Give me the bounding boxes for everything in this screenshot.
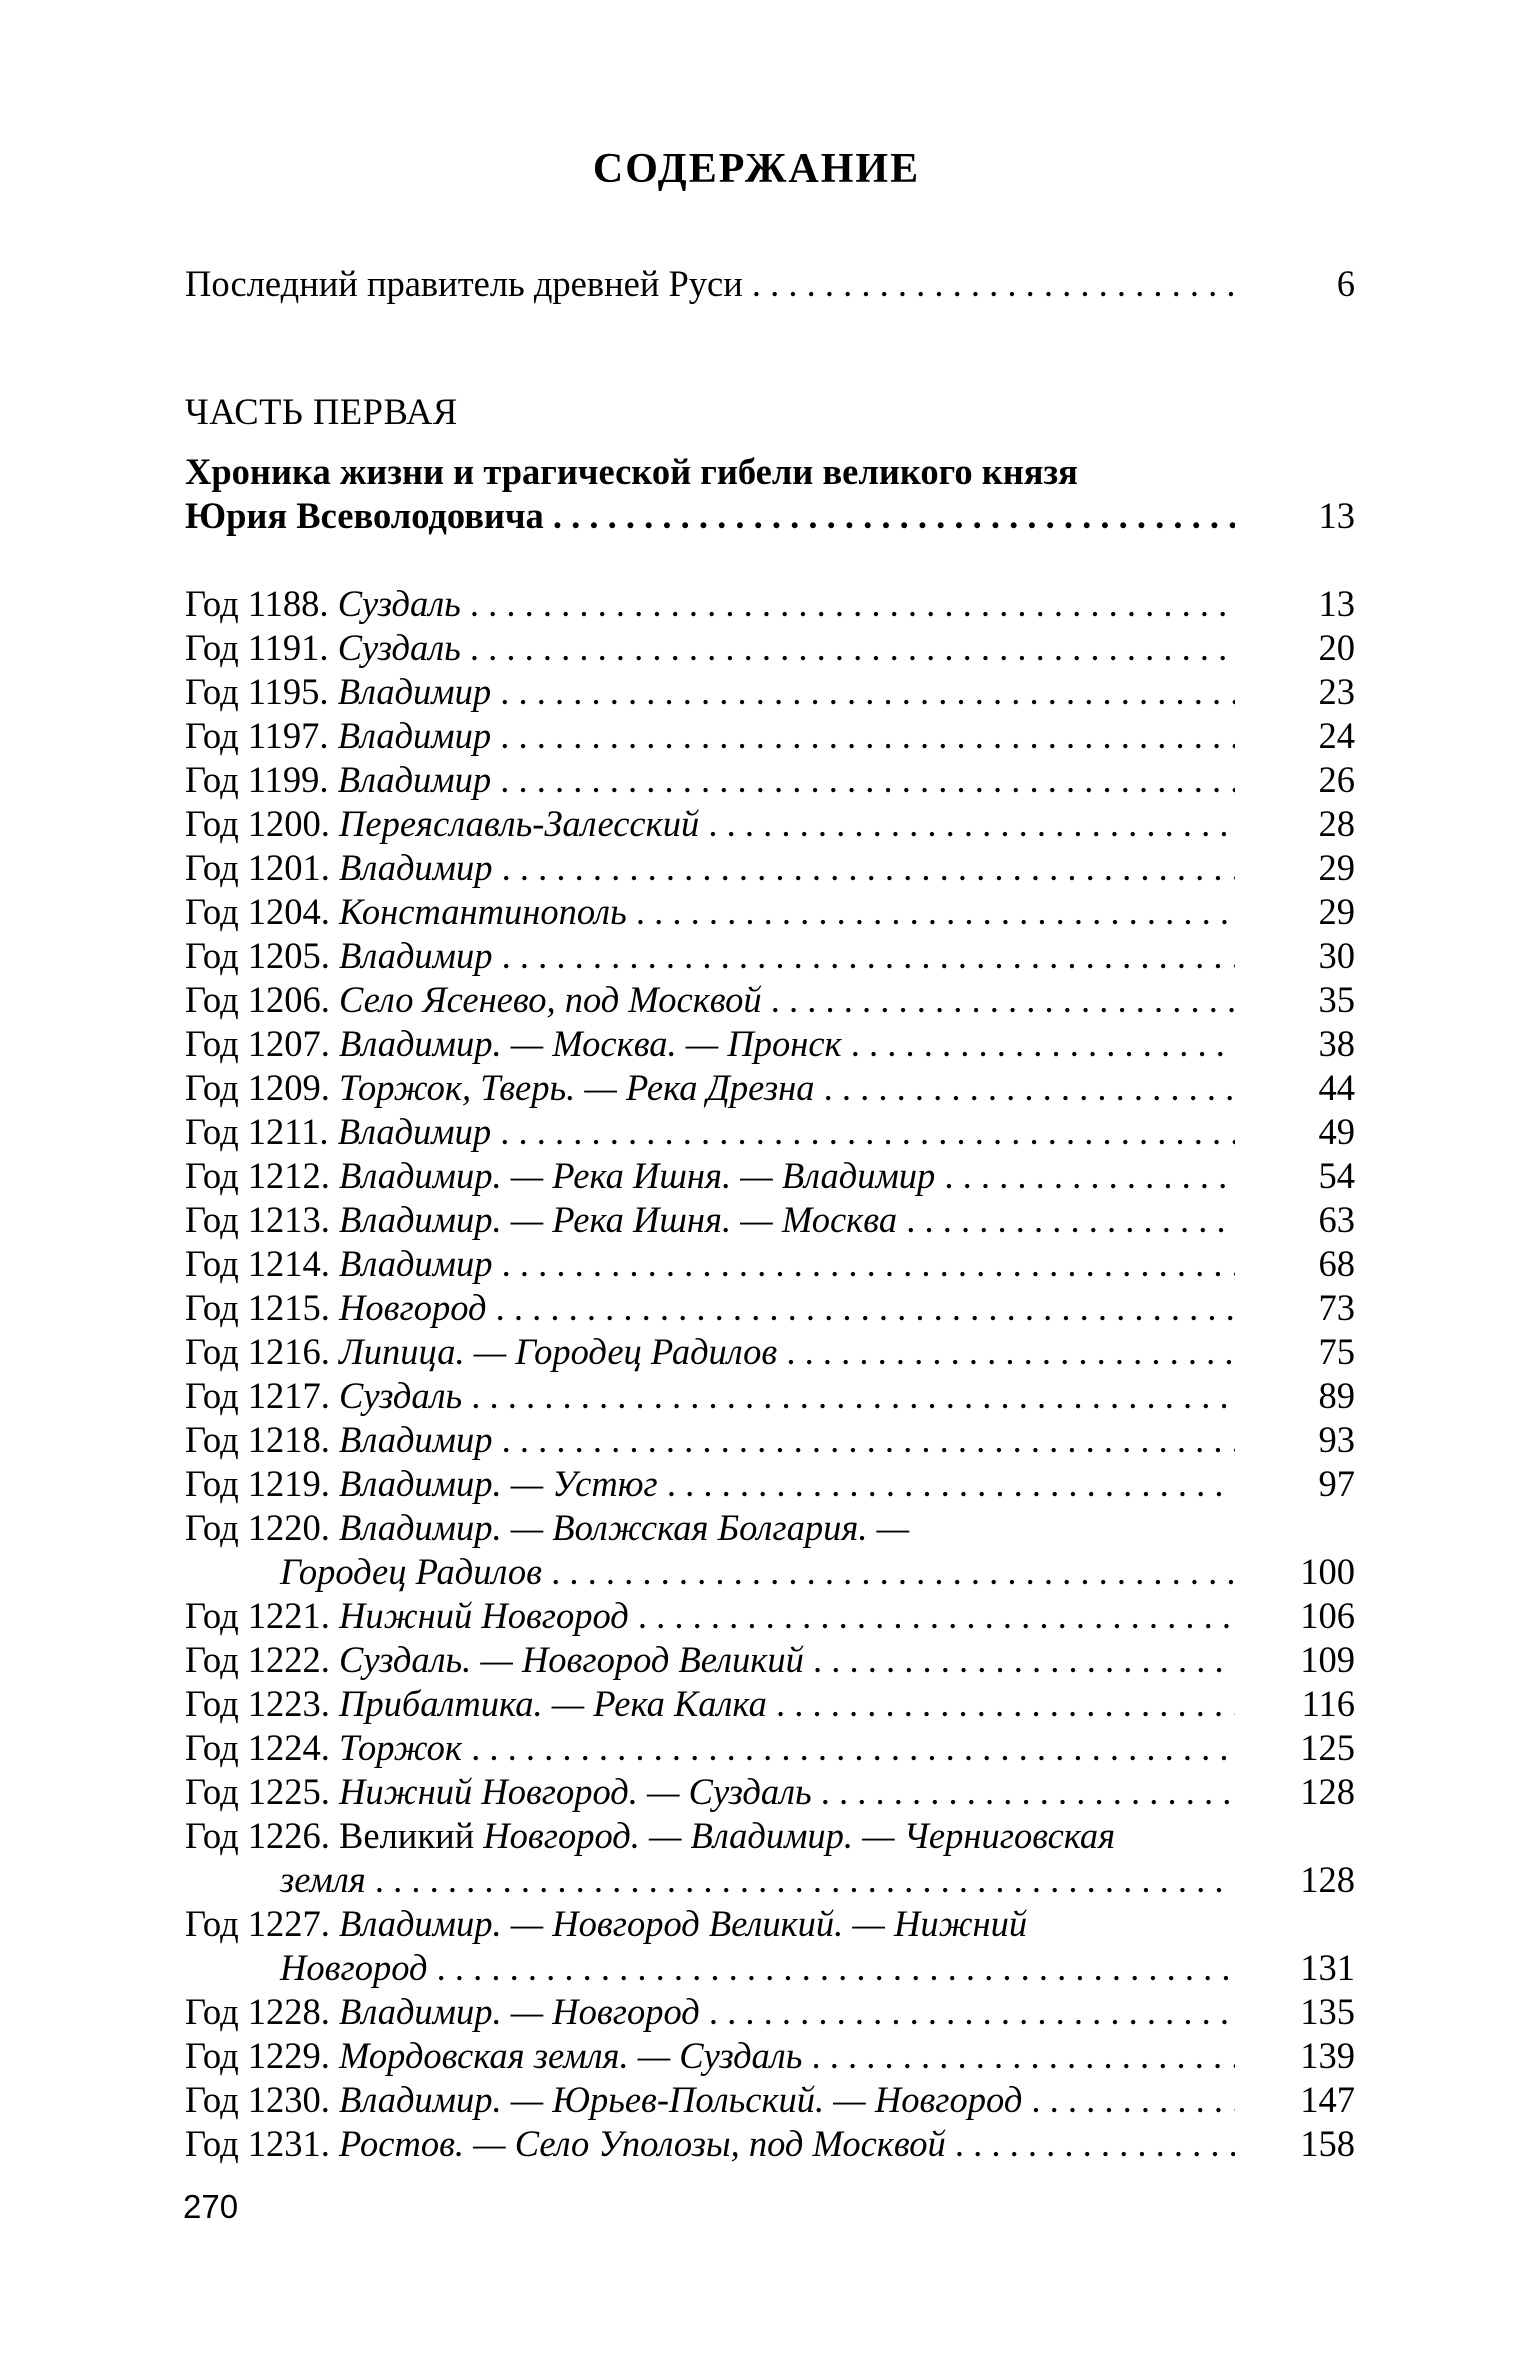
- entry-place: Владимир: [337, 671, 492, 712]
- page-number: 89: [1318, 1375, 1355, 1416]
- entry-place: Нижний Новгород: [339, 1595, 629, 1636]
- toc-row: [185, 1550, 1355, 1594]
- page-number: 35: [1318, 979, 1355, 1020]
- entry-title: Последний правитель древней Руси: [185, 263, 743, 304]
- toc-row: [185, 1110, 1355, 1154]
- toc-entry-text: [185, 1858, 1235, 1902]
- toc-entry-text: [185, 714, 1235, 758]
- entry-place: Переяславль-Залесский: [339, 803, 700, 844]
- page-number: 20: [1318, 627, 1355, 668]
- entry-year: Год 1229.: [185, 2035, 330, 2076]
- entry-place: Владимир. — Река Ишня. — Москва: [339, 1199, 898, 1240]
- toc-row: [185, 1154, 1355, 1198]
- page-number: 131: [1300, 1947, 1355, 1988]
- toc-entry-text: [185, 262, 1235, 306]
- toc-row: [185, 1946, 1355, 1990]
- entry-year: Год 1231.: [185, 2123, 330, 2164]
- entry-year: Год 1211.: [185, 1111, 329, 1152]
- page-number: 29: [1318, 891, 1355, 932]
- entry-year: Год 1225.: [185, 1771, 330, 1812]
- entry-year: Год 1216.: [185, 1331, 330, 1372]
- entry-year: Год 1201.: [185, 847, 330, 888]
- entry-year: Год 1213.: [185, 1199, 330, 1240]
- entry-year: Год 1223.: [185, 1683, 330, 1724]
- entry-year: Год 1188.: [185, 583, 329, 624]
- toc-row: [185, 1374, 1355, 1418]
- toc-row: [185, 582, 1355, 626]
- toc-entry-text: [185, 1418, 1235, 1462]
- entry-year: Год 1220.: [185, 1507, 330, 1548]
- page-number: 147: [1300, 2079, 1355, 2120]
- toc-row: [185, 262, 1355, 306]
- toc-row: [185, 1594, 1355, 1638]
- toc-entry-text: [185, 1638, 1235, 1682]
- page-title: СОДЕРЖАНИЕ: [592, 146, 921, 192]
- toc-row: [185, 758, 1355, 802]
- entry-year: Год 1227.: [185, 1903, 330, 1944]
- entry-place: Прибалтика. — Река Калка: [339, 1683, 767, 1724]
- entry-place: Владимир: [337, 715, 492, 756]
- entry-place: Торжок: [339, 1727, 462, 1768]
- entry-place: Новгород: [339, 1287, 487, 1328]
- entry-place-continued: Новгород: [280, 1947, 428, 1988]
- toc-row: [185, 1242, 1355, 1286]
- entry-year: Год 1209.: [185, 1067, 330, 1108]
- page-number: 30: [1318, 935, 1355, 976]
- entry-place: Владимир. — Новгород Великий. — Нижний: [339, 1903, 1028, 1944]
- page-number: 54: [1318, 1155, 1355, 1196]
- toc-entry-text: [185, 934, 1235, 978]
- toc-entry-text: [185, 1066, 1235, 1110]
- toc-row: [185, 450, 1355, 494]
- toc-row: [185, 802, 1355, 846]
- entry-place: Владимир: [337, 759, 492, 800]
- page-number: 13: [1318, 495, 1355, 536]
- entry-place: Суздаль: [339, 1375, 463, 1416]
- toc-entry-text: [185, 1902, 1355, 1946]
- toc-entry-text: [185, 1022, 1235, 1066]
- toc-intro: [185, 262, 1355, 306]
- toc-entry-text: [185, 2122, 1235, 2166]
- page-number: 26: [1318, 759, 1355, 800]
- page-number: 128: [1300, 1859, 1355, 1900]
- page-number: 24: [1318, 715, 1355, 756]
- toc-entry-text: [185, 1946, 1235, 1990]
- toc-entry-text: [185, 758, 1235, 802]
- toc-row: [185, 714, 1355, 758]
- entry-place: Константинополь: [339, 891, 627, 932]
- chronicle-line-2: Юрия Всеволодовича: [185, 495, 544, 536]
- toc-entry-text: [185, 1682, 1235, 1726]
- page-number: 44: [1318, 1067, 1355, 1108]
- page-number: 128: [1300, 1771, 1355, 1812]
- toc-entry-text: [185, 802, 1235, 846]
- toc-row: [185, 890, 1355, 934]
- toc-entry-text: [185, 1462, 1235, 1506]
- toc-entry-text: [185, 890, 1235, 934]
- toc-row: [185, 846, 1355, 890]
- toc-entry-text: [185, 494, 1235, 538]
- page-number: 106: [1300, 1595, 1355, 1636]
- toc-entry-text: [185, 1506, 1355, 1550]
- toc-entry-text: [185, 1814, 1355, 1858]
- entry-place: Суздаль: [337, 583, 461, 624]
- toc-entry-text: [185, 1594, 1235, 1638]
- entry-year: Год 1205.: [185, 935, 330, 976]
- entry-year: Год 1224.: [185, 1727, 330, 1768]
- page-number: 63: [1318, 1199, 1355, 1240]
- toc-entry-text: [185, 846, 1235, 890]
- entry-year: Год 1200.: [185, 803, 330, 844]
- entry-place: Владимир: [339, 935, 493, 976]
- toc-row: [185, 1418, 1355, 1462]
- toc-entry-text: [185, 626, 1235, 670]
- toc-entry-text: [185, 1154, 1235, 1198]
- toc-row: [185, 1726, 1355, 1770]
- toc-row: [185, 1506, 1355, 1550]
- entry-place: Суздаль. — Новгород Великий: [339, 1639, 804, 1680]
- page-number: 29: [1318, 847, 1355, 888]
- page-number: 75: [1318, 1331, 1355, 1372]
- toc-row: [185, 670, 1355, 714]
- entry-year: Год 1218.: [185, 1419, 330, 1460]
- page-number: 23: [1318, 671, 1355, 712]
- entry-place: Владимир: [337, 1111, 492, 1152]
- toc-row: [185, 626, 1355, 670]
- entry-place: Новгород. — Владимир. — Черниговская: [483, 1815, 1116, 1856]
- entry-place: Село Ясенево, под Москвой: [339, 979, 762, 1020]
- entry-place: Владимир: [339, 847, 493, 888]
- entry-place: Владимир. — Река Ишня. — Владимир: [339, 1155, 936, 1196]
- entry-year: Год 1199.: [185, 759, 329, 800]
- toc-row: [185, 1198, 1355, 1242]
- entry-place: Суздаль: [337, 627, 461, 668]
- entry-place: Липица. — Городец Радилов: [339, 1331, 778, 1372]
- page-number: 6: [1336, 263, 1355, 304]
- page-number: 68: [1318, 1243, 1355, 1284]
- toc-entry-text: [185, 582, 1235, 626]
- page-number: 100: [1300, 1551, 1355, 1592]
- page-number: 93: [1318, 1419, 1355, 1460]
- entry-year: Год 1206.: [185, 979, 330, 1020]
- entry-place: Владимир. — Юрьев-Польский. — Новгород: [339, 2079, 1023, 2120]
- toc-row: [185, 1066, 1355, 1110]
- folio-page-number: 270: [183, 2188, 239, 2225]
- page-number: 139: [1300, 2035, 1355, 2076]
- entry-place: Мордовская земля. — Суздаль: [339, 2035, 803, 2076]
- entry-year: Год 1204.: [185, 891, 330, 932]
- entry-year: Год 1226.: [185, 1815, 330, 1856]
- toc-row: [185, 1022, 1355, 1066]
- toc-row: [185, 1638, 1355, 1682]
- entry-year: Год 1217.: [185, 1375, 330, 1416]
- entry-place: Владимир. — Волжская Болгария. —: [339, 1507, 910, 1548]
- entry-year: Год 1230.: [185, 2079, 330, 2120]
- page-number: 13: [1318, 583, 1355, 624]
- entry-place: Владимир. — Устюг: [339, 1463, 658, 1504]
- toc-entry-text: [185, 1374, 1235, 1418]
- toc-row: [185, 2078, 1355, 2122]
- toc-row: [185, 2034, 1355, 2078]
- toc-entry-text: [185, 1726, 1235, 1770]
- entry-year: Год 1212.: [185, 1155, 330, 1196]
- page-number: 158: [1300, 2123, 1355, 2164]
- entry-year: Год 1191.: [185, 627, 329, 668]
- toc-chronicle: [185, 450, 1355, 538]
- part-heading: ЧАСТЬ ПЕРВАЯ: [185, 391, 458, 432]
- toc-entry-text: [185, 1198, 1235, 1242]
- entry-place-continued: Городец Радилов: [280, 1551, 542, 1592]
- entry-year: Год 1222.: [185, 1639, 330, 1680]
- toc-entry-text: [185, 1110, 1235, 1154]
- toc-entry-text: [185, 1286, 1235, 1330]
- toc-entry-text: [185, 2078, 1235, 2122]
- entry-year: Год 1195.: [185, 671, 329, 712]
- toc-row: [185, 1990, 1355, 2034]
- entry-place-upright: Великий: [339, 1815, 475, 1856]
- toc-entry-text: [185, 1990, 1235, 2034]
- toc-row: [185, 494, 1355, 538]
- entry-year: Год 1219.: [185, 1463, 330, 1504]
- toc-entry-text: [185, 1770, 1235, 1814]
- toc-row: [185, 1462, 1355, 1506]
- toc-row: [185, 934, 1355, 978]
- toc-entry-text: [185, 1550, 1235, 1594]
- entry-place: Владимир: [339, 1243, 493, 1284]
- toc-row: [185, 1286, 1355, 1330]
- toc-row: [185, 1858, 1355, 1902]
- toc-entry-text: [185, 2034, 1235, 2078]
- entry-year: Год 1221.: [185, 1595, 330, 1636]
- toc-row: [185, 1682, 1355, 1726]
- entry-year: Год 1214.: [185, 1243, 330, 1284]
- toc-row: [185, 1814, 1355, 1858]
- page-number: 49: [1318, 1111, 1355, 1152]
- page-number: 97: [1318, 1463, 1355, 1504]
- page-number: 116: [1301, 1683, 1355, 1724]
- toc-row: [185, 1330, 1355, 1374]
- chronicle-line-1: Хроника жизни и трагической гибели великого князя: [185, 451, 1078, 492]
- entry-year: Год 1228.: [185, 1991, 330, 2032]
- entry-place: Ростов. — Село Уполозы, под Москвой: [339, 2123, 946, 2164]
- entry-place: Владимир: [339, 1419, 493, 1460]
- page-number: 38: [1318, 1023, 1355, 1064]
- entry-place: Владимир. — Новгород: [339, 1991, 700, 2032]
- page-number: 73: [1318, 1287, 1355, 1328]
- toc-entry-text: [185, 1242, 1235, 1286]
- entry-place-continued: земля: [280, 1859, 366, 1900]
- entry-place: Торжок, Тверь. — Река Дрезна: [339, 1067, 815, 1108]
- toc-row: [185, 1770, 1355, 1814]
- page-number: 125: [1300, 1727, 1355, 1768]
- toc-year-list: [185, 582, 1355, 2166]
- toc-entry-text: [185, 1330, 1235, 1374]
- toc-row: [185, 978, 1355, 1022]
- toc-row: [185, 2122, 1355, 2166]
- page-number: 28: [1318, 803, 1355, 844]
- page-number: 109: [1300, 1639, 1355, 1680]
- entry-place: Нижний Новгород. — Суздаль: [339, 1771, 812, 1812]
- toc-entry-text: [185, 978, 1235, 1022]
- entry-year: Год 1207.: [185, 1023, 330, 1064]
- entry-year: Год 1197.: [185, 715, 329, 756]
- entry-place: Владимир. — Москва. — Пронск: [339, 1023, 842, 1064]
- toc-entry-text: [185, 670, 1235, 714]
- entry-year: Год 1215.: [185, 1287, 330, 1328]
- page-number: 135: [1300, 1991, 1355, 2032]
- toc-row: [185, 1902, 1355, 1946]
